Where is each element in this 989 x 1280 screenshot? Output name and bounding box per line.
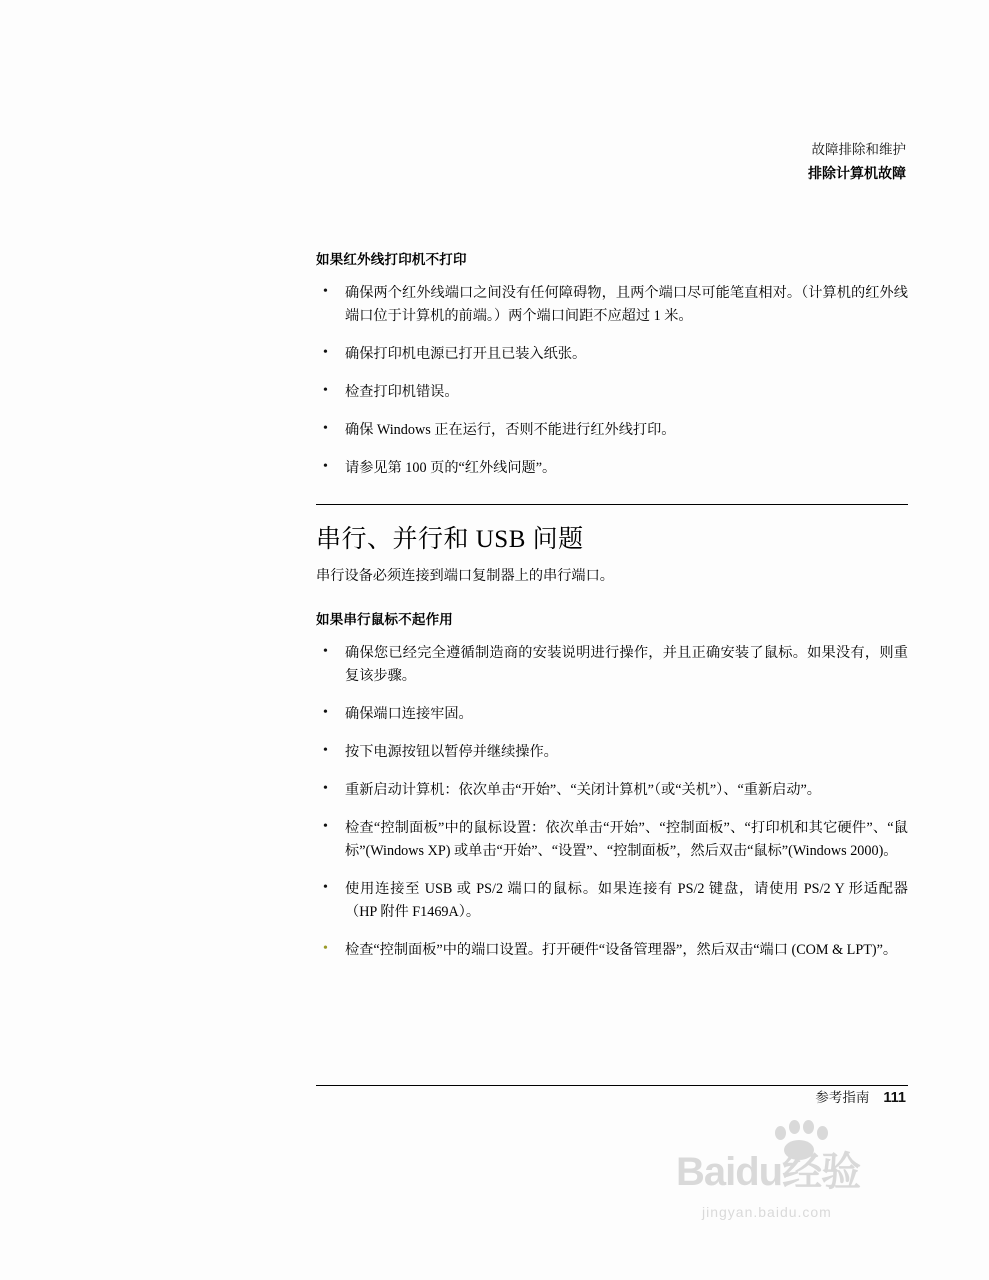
list-item: • 检查“控制面板”中的端口设置。打开硬件“设备管理器”，然后双击“端口 (COM & LPT)”。: [316, 939, 908, 962]
list-item: • 检查“控制面板”中的鼠标设置：依次单击“开始”、“控制面板”、“打印机和其它硬件”、“鼠标”(Windows XP) 或单击“开始”、“设置”、“控制面板”，然后双击“鼠标”(Windows 2000)。: [316, 817, 908, 863]
section-divider: [316, 504, 908, 505]
page-number: 111: [883, 1090, 906, 1106]
list-item: • 重新启动计算机：依次单击“开始”、“关闭计算机”（或“关机”）、“重新启动”。: [316, 779, 908, 802]
page-content: [316, 248, 908, 977]
list-item: • 确保端口连接牢固。: [316, 703, 908, 726]
footer-label: 参考指南: [815, 1090, 870, 1105]
page-header: [808, 140, 906, 184]
list-item: • 使用连接至 USB 或 PS/2 端口的鼠标。如果连接有 PS/2 键盘，请使用 PS/2 Y 形适配器（HP 附件 F1469A）。: [316, 878, 908, 924]
baidu-watermark: [676, 1118, 946, 1238]
header-chapter-title: 故障排除和维护: [811, 142, 906, 157]
section-heading-serial-parallel-usb: 串行、并行和 USB 问题: [316, 526, 584, 553]
page-footer: [815, 1086, 906, 1106]
bullet-list-serial-mouse: [316, 642, 908, 962]
bullet-list-infrared: [316, 282, 908, 480]
header-section-title: 排除计算机故障: [808, 165, 906, 182]
list-item: • 确保打印机电源已打开且已装入纸张。: [316, 343, 908, 366]
watermark-main-text: Baidu经验: [676, 1150, 861, 1194]
list-item: • 按下电源按钮以暂停并继续操作。: [316, 741, 908, 764]
subheading-serial-mouse: 如果串行鼠标不起作用: [316, 611, 453, 627]
list-item: • 确保两个红外线端口之间没有任何障碍物，且两个端口尽可能笔直相对。（计算机的红外线端口位于计算机的前端。）两个端口间距不应超过 1 米。: [316, 282, 908, 328]
list-item: • 确保您已经完全遵循制造商的安装说明进行操作，并且正确安装了鼠标。如果没有，则重复该步骤。: [316, 642, 908, 688]
watermark-sub-text: jingyan.baidu.com: [702, 1204, 832, 1220]
list-item: • 确保 Windows 正在运行，否则不能进行红外线打印。: [316, 419, 908, 442]
section-intro-text: 串行设备必须连接到端口复制器上的串行端口。: [316, 568, 614, 584]
list-item: • 检查打印机错误。: [316, 381, 908, 404]
paw-print-icon: [772, 1118, 832, 1162]
subheading-infrared-printer: 如果红外线打印机不打印: [316, 252, 467, 267]
list-item: • 请参见第 100 页的“红外线问题”。: [316, 457, 908, 480]
